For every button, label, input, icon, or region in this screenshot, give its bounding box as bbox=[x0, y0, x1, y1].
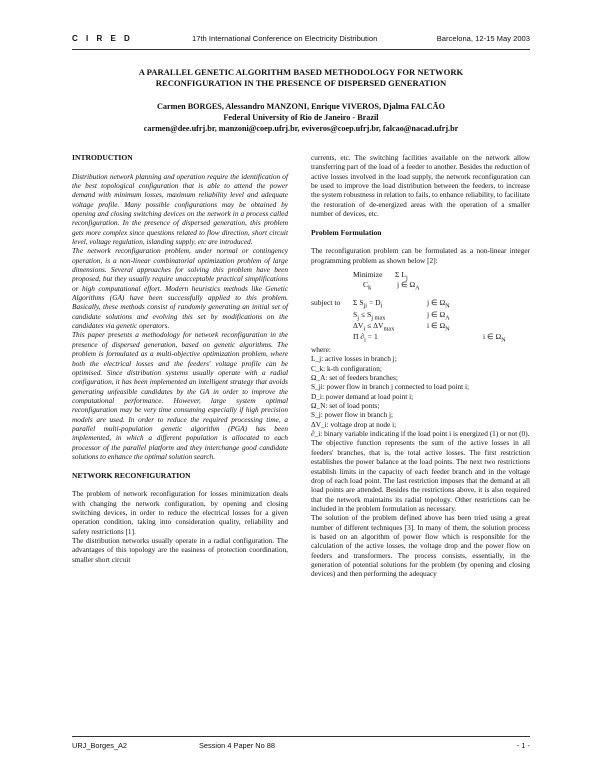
network-reconfiguration-heading: NETWORK RECONFIGURATION bbox=[72, 470, 191, 480]
footer-page-number: - 1 - bbox=[516, 741, 530, 750]
constraint-2-set: j ∈ $\Omega_A$ bbox=[427, 310, 450, 322]
constraint-energized: Π $\partial_i = 1$ bbox=[353, 332, 378, 344]
right-column bbox=[311, 153, 530, 579]
constraint-1-set: j ∈ $\Omega_N$ bbox=[427, 298, 450, 310]
netrec-paragraph-1: The problem of network reconfiguration for losses minimization deals with changing the network configuration, by opening and closing switching devices, in order to reduce the electrical losses for a given operation condition, taking into consideration quality, reliability and safety restrictions [1]. bbox=[72, 489, 288, 536]
minimize-label: Minimize bbox=[353, 270, 383, 280]
paper-title bbox=[72, 67, 530, 89]
definition-item: ∂_i: binary variable indicating if the load point i is energized (1) or not (0). bbox=[311, 429, 530, 439]
subject-to-label: subject to bbox=[311, 298, 341, 308]
definition-item: Ω_N: set of load ponts; bbox=[311, 401, 380, 411]
running-footer bbox=[72, 741, 530, 753]
left-column bbox=[72, 153, 288, 564]
introduction-heading: INTRODUCTION bbox=[72, 153, 133, 162]
where-label: where: bbox=[311, 345, 331, 355]
definition-item: ΔV_i: voltage drop at node i; bbox=[311, 419, 397, 429]
configuration-ck: $C_k$ bbox=[363, 280, 372, 292]
title-line-2: RECONFIGURATION IN THE PRESENCE OF DISPERSED GENERATION bbox=[155, 78, 447, 88]
constraint-branch-capacity: $S_j \le S_{j max}$ bbox=[353, 310, 386, 322]
running-header bbox=[72, 34, 530, 48]
footer-rule bbox=[72, 736, 530, 737]
definition-item: L_j: active losses in branch j; bbox=[311, 354, 397, 364]
definition-item: Ω_A: set of feeders branches; bbox=[311, 373, 398, 383]
author-affiliation: Federal University of Rio de Janeiro - Brazil bbox=[223, 113, 379, 122]
definition-item: D_i: power demand at load point i; bbox=[311, 391, 414, 401]
intro-paragraph-1: Distribution network planning and operation require the identification of the best topological configuration that is able to attend the power demand with minimum losses, maximum reliability level and adequate voltage profile. Many possible configurations may be obtained by opening and closing switching devices on the network in a process called reconfiguration. In the presence of dispersed generation, this problem gets more complex since questions related to flow direction, short circuit level, voltage regulation, islanding supply, etc are introduced. bbox=[72, 171, 288, 247]
symbol-definitions bbox=[311, 354, 530, 438]
optimization-formulation bbox=[311, 265, 530, 345]
problem-paragraph: The reconfiguration problem can be formulated as a non-linear integer programming problem as shown below [2]: bbox=[311, 246, 530, 265]
definition-item: S_j: power flow in branch j; bbox=[311, 410, 394, 420]
author-names: Carmen BORGES, Alessandro MANZONI, Enrique VIVEROS, Djalma FALCÃO bbox=[157, 102, 445, 111]
header-cired: C I R E D bbox=[72, 34, 133, 43]
problem-formulation-heading: Problem Formulation bbox=[311, 227, 382, 237]
objective-set: j ∈ $\Omega_A$ bbox=[397, 280, 420, 292]
header-rule bbox=[72, 49, 530, 50]
intro-paragraph-2: The network reconfiguration problem, under normal or contingency operation, is a non-linear combinatorial optimization problem of large dimensions. Several approaches for solving this problem have been proposed, but they usually require unacceptable practical simplifications or high computational effort. Modern heuristics methods like Genetic Algorithms (GA) have been successfully applied to this problem. Basically, these methods consist of randomly generating an initial set of candidate solutions and evolving this set by modifications on the candidates via genetic operators. bbox=[72, 246, 288, 331]
definition-item: C_k: k-th configuration; bbox=[311, 363, 382, 373]
constraint-power-balance: Σ $S_{ji} = D_i$ bbox=[353, 298, 383, 310]
header-conference: 17th International Conference on Electricity Distribution bbox=[192, 34, 378, 43]
continued-paragraph: currents, etc. The switching facilities available on the network allow transferring part of the load of a feeder to another. Besides the reduction of active losses involved in the load supply, the network reconfiguration can be used to improve the load distribution between the feeders, to increase the system robustness in relation to fails, to enhance reliability, to facilitate the restoration of de-energized areas with the operation of a smaller number of devices, etc. bbox=[311, 153, 530, 219]
objective-sum: Σ $L_j$ bbox=[395, 270, 408, 282]
header-location-date: Barcelona, 12-15 May 2003 bbox=[436, 34, 530, 43]
objective-paragraph: The objective function represents the sum of the active losses in all feeders' branches, that is, the total active losses. The first restriction establishes the power balance at the load points. The next two restrictions establish limits in the capacity of each feeder branch and in the voltage drop of each load point. The last restriction imposes that the demand at all load points are attended. Besides the restrictions above, it is also required that the network maintains its radial topology. Other restrictions can be included in the problem formulation as necessary. bbox=[311, 438, 530, 513]
intro-paragraph-3: This paper presents a methodology for network reconfiguration in the presence of dispersed generation, based on genetic algorithms. The problem is formulated as a multi-objective optimization problem, where both the electrical losses and the feeders' voltage profile can be optimised. Since distribution systems usually operate with a radial configuration, it has been implemented an intelligent strategy that avoids generating unfeasible candidates by the GA in order to improve the computational performance. However, large system optimal reconfiguration may be very time consuming especially if high precision models are used. In order to reduce the required processing time, a parallel multi-population genetic algorithm (PGA) has been implemented, in which a different population is allocated to each processor of the parallel platform and they interchange good candidate solutions to enhance the optimal solution search. bbox=[72, 330, 288, 461]
constraint-3-set: i ∈ $\Omega_N$ bbox=[427, 321, 450, 333]
footer-paper-id: URJ_Borges_A2 bbox=[72, 741, 128, 750]
author-emails: carmen@dee.ufrj.br, manzoni@coep.ufrj.br, eviveros@coep.ufrj.br, falcao@nacad.ufrj.br bbox=[143, 124, 459, 133]
footer-session: Session 4 Paper No 88 bbox=[199, 741, 276, 750]
solution-paragraph: The solution of the problem defined above has been tried using a great number of different techniques [3]. In many of them, the solution process is based on an algorithm of power flow which is responsible for the calculation of the active losses, the voltage drop and the power flow on feeders and transformers. The process consists, essentially, in the generation of potential solutions for the problem (by opening and closing devices) and then performing the adequacy bbox=[311, 513, 530, 579]
netrec-paragraph-2: The distribution networks usually operate in a radial configuration. The advantages of this topology are the easiness of protection coordination, smaller short circuit bbox=[72, 535, 288, 564]
definition-item: S_ji: power flow in branch j connected to load point i; bbox=[311, 382, 470, 392]
constraint-voltage-drop: $\Delta V_i \le \Delta V_{max}$ bbox=[353, 321, 395, 333]
constraint-4-set: i ∈ $\Omega_N$ bbox=[483, 332, 506, 344]
title-line-1: A PARALLEL GENETIC ALGORITHM BASED METHODOLOGY FOR NETWORK bbox=[138, 67, 464, 77]
